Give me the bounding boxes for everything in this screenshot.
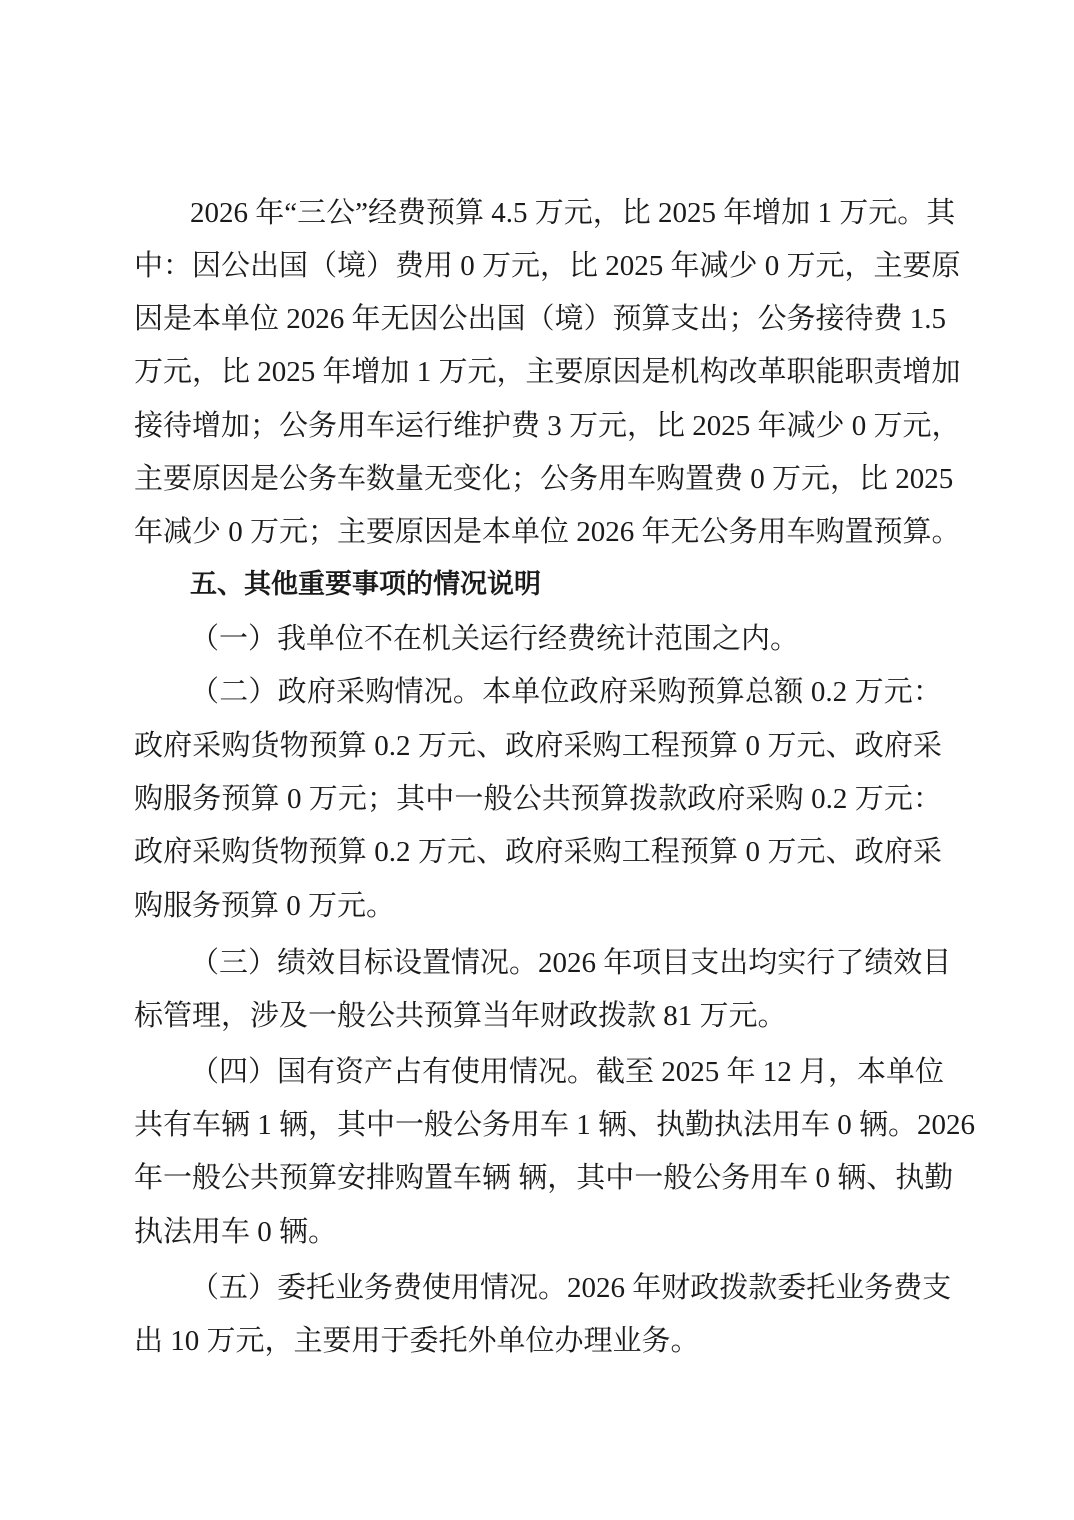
item-3-line: （三）绩效目标设置情况。2026 年项目支出均实行了绩效目: [190, 947, 952, 979]
item-2-line: 购服务预算 0 万元；其中一般公共预算拨款政府采购 0.2 万元：: [134, 783, 942, 815]
paragraph-sangong-line: 因是本单位 2026 年无因公出国（境）预算支出；公务接待费 1.5: [134, 303, 947, 335]
item-5-line: （五）委托业务费使用情况。2026 年财政拨款委托业务费支: [190, 1272, 952, 1304]
section-heading: 五、其他重要事项的情况说明: [190, 569, 541, 600]
item-4-line: （四）国有资产占有使用情况。截至 2025 年 12 月，本单位: [190, 1056, 945, 1088]
item-2-line: 政府采购货物预算 0.2 万元、政府采购工程预算 0 万元、政府采: [134, 836, 942, 868]
paragraph-sangong-line: 万元，比 2025 年增加 1 万元，主要原因是机构改革职能职责增加: [134, 356, 961, 388]
item-5-line: 出 10 万元，主要用于委托外单位办理业务。: [134, 1325, 700, 1357]
paragraph-sangong-line: 中：因公出国（境）费用 0 万元，比 2025 年减少 0 万元，主要原: [134, 250, 961, 282]
item-4-line: 执法用车 0 辆。: [134, 1216, 338, 1248]
paragraph-sangong-line: 接待增加；公务用车运行维护费 3 万元，比 2025 年减少 0 万元，: [134, 410, 961, 442]
item-4-line: 共有车辆 1 辆，其中一般公务用车 1 辆、执勤执法用车 0 辆。2026: [134, 1109, 976, 1141]
item-2-line: （二）政府采购情况。本单位政府采购预算总额 0.2 万元：: [190, 676, 942, 708]
item-2-line: 政府采购货物预算 0.2 万元、政府采购工程预算 0 万元、政府采: [134, 730, 942, 762]
item-2-line: 购服务预算 0 万元。: [134, 890, 396, 922]
item-1-line: （一）我单位不在机关运行经费统计范围之内。: [190, 623, 800, 655]
item-3-line: 标管理，涉及一般公共预算当年财政拨款 81 万元。: [134, 1000, 787, 1032]
paragraph-sangong-line: 年减少 0 万元；主要原因是本单位 2026 年无公务用车购置预算。: [134, 516, 961, 548]
item-4-line: 年一般公共预算安排购置车辆 辆，其中一般公务用车 0 辆、执勤: [134, 1162, 954, 1194]
paragraph-sangong-line: 主要原因是公务车数量无变化；公务用车购置费 0 万元，比 2025: [134, 463, 954, 495]
paragraph-sangong-line: 2026 年“三公”经费预算 4.5 万元，比 2025 年增加 1 万元。其: [190, 197, 956, 229]
